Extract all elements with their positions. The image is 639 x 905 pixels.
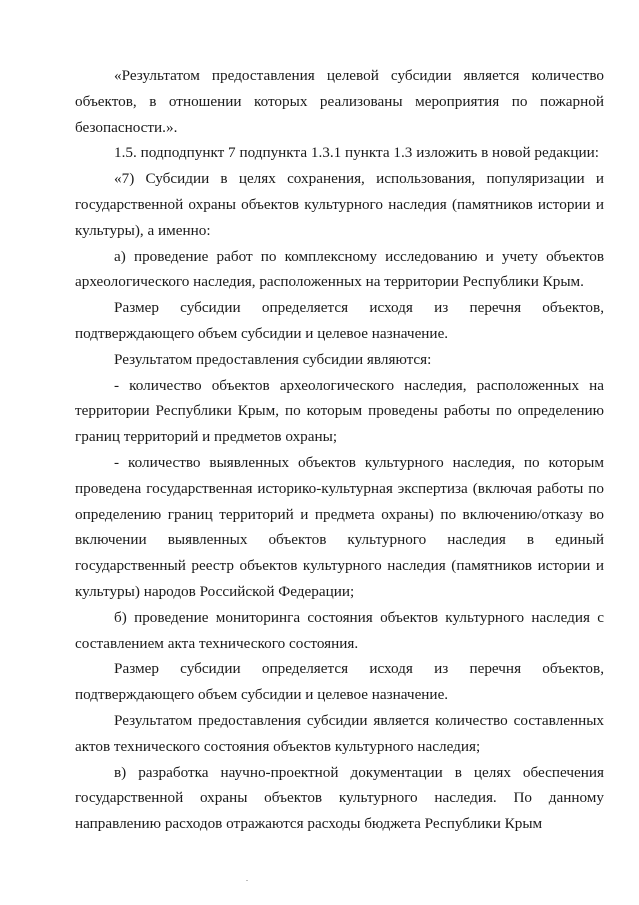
paragraph-results-heading: Результатом предоставления субсидии являются: [114,350,432,368]
paragraph-result-acts: Результатом предоставления субсидии является количество составленных актов технического состояния объектов культурного наследия; [75,711,604,755]
paragraph-subsidy-size-b: Размер субсидии определяется исходя из перечня объектов, подтверждающего объем субсидии и целевое назначение. [75,660,604,704]
paragraph-subsidy-7: «7) Субсидии в целях сохранения, использования, популяризации и государственной охраны объектов культурного наследия (памятников истории и культуры), а именно: [75,170,604,239]
paragraph-amendment-1-5: 1.5. подподпункт 7 подпункта 1.3.1 пункта 1.3 изложить в новой редакции: [114,144,599,162]
paragraph-result-expertise: - количество выявленных объектов культурного наследия, по которым проведена государственная историко-культурная экспертиза (включая работы по определению границ территорий и предмета охраны) по включению/отказу во включении выявленных объектов культурного наследия в единый государственный реестр объектов культурного наследия (памятников истории и культуры) народов Российской Федерации; [75,453,604,600]
paragraph-subsidy-size-a: Размер субсидии определяется исходя из перечня объектов, подтверждающего объем субсидии и целевое назначение. [75,299,604,342]
paragraph-item-b: б) проведение мониторинга состояния объектов культурного наследия с составлением акта технического состояния. [75,608,604,652]
paragraph-result-archaeology: - количество объектов археологического наследия, расположенных на территории Республики Крым, по которым проведены работы по определению границ территорий и предметов охраны; [75,376,604,446]
document-page [75,63,604,837]
scan-speck [246,880,248,881]
paragraph-item-v: в) разработка научно-проектной документации в целях обеспечения государственной охраны объектов культурного наследия. По данному направлению расходов отражаются расходы бюджета Республики Крым [75,763,604,833]
paragraph-result-fire-safety: «Результатом предоставления целевой субсидии является количество объектов, в отношении которых реализованы мероприятия по пожарной безопасности.». [75,67,604,136]
paragraph-item-a: а) проведение работ по комплексному исследованию и учету объектов археологического наследия, расположенных на территории Республики Крым. [75,247,604,291]
